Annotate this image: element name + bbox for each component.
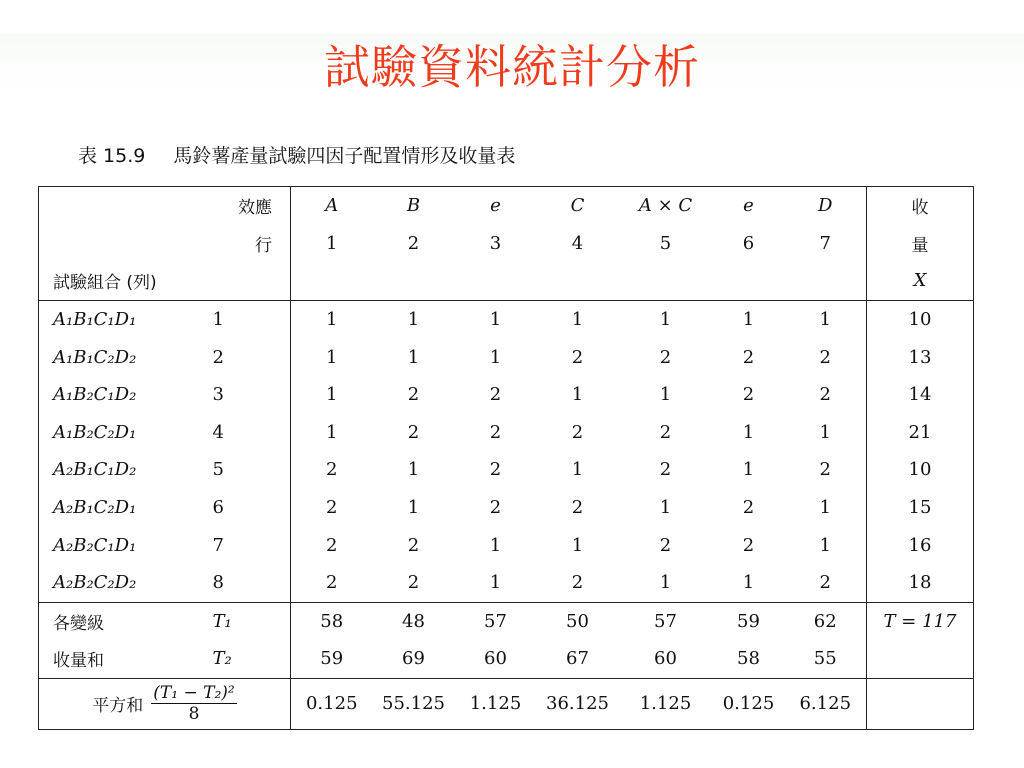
t2-cell: 60 (619, 640, 713, 678)
level-cell: 1 (407, 497, 420, 519)
combo-cell: A₂B₁C₁D₂ (39, 451, 209, 489)
t1-cell: 57 (484, 610, 507, 632)
level-cell: 2 (742, 346, 755, 368)
yield-cell: 18 (867, 564, 974, 602)
column-number: 1 (326, 232, 338, 254)
level-cell: 1 (326, 384, 338, 406)
level-cell: 1 (742, 459, 755, 481)
level-cell: 2 (785, 376, 867, 414)
t2-cell: 60 (455, 640, 537, 678)
level-cell: 1 (489, 346, 502, 368)
effect-header: C (537, 187, 619, 225)
ss-cell: 36.125 (537, 678, 619, 729)
totals-row-t1 (39, 602, 974, 640)
ss-cell: 0.125 (713, 678, 785, 729)
table-caption-text: 馬鈴薯產量試驗四因子配置情形及收量表 (173, 145, 516, 167)
row-number: 2 (209, 338, 291, 376)
column-number: 6 (742, 232, 755, 254)
grand-total: T = 117 (867, 602, 974, 640)
effect-header: B (373, 187, 455, 225)
totals-label: 各變級 (39, 602, 209, 640)
ss-cell: 6.125 (785, 678, 867, 729)
level-cell: 1 (785, 300, 867, 338)
ss-label: 平方和 (92, 696, 144, 717)
column-number: 5 (659, 232, 672, 254)
level-cell: 2 (407, 384, 420, 406)
ss-numerator: (T₁ − T₂)² (153, 682, 235, 703)
table-row (39, 300, 974, 338)
yield-cell: 14 (867, 376, 974, 414)
combo-cell: A₁B₂C₁D₂ (39, 376, 209, 414)
t2-cell: 67 (537, 640, 619, 678)
combo-cell: A₂B₁C₂D₁ (39, 489, 209, 527)
column-label: 行 (209, 225, 291, 263)
level-cell: 1 (571, 309, 584, 331)
level-cell: 2 (785, 338, 867, 376)
t1-cell: 62 (785, 602, 867, 640)
level-cell: 1 (407, 346, 420, 368)
level-cell: 2 (742, 497, 755, 519)
t1-cell: 57 (654, 610, 677, 632)
level-cell: 1 (407, 309, 420, 331)
level-cell: 1 (455, 564, 537, 602)
effect-label: 效應 (209, 187, 291, 225)
ss-cell: 1.125 (455, 678, 537, 729)
table-number: 表 15.9 (78, 145, 146, 167)
level-cell: 1 (619, 564, 713, 602)
level-cell: 2 (326, 534, 338, 556)
level-cell: 2 (407, 421, 420, 443)
ss-formula (39, 678, 291, 729)
t1-symbol: T₁ (209, 602, 291, 640)
table-row (39, 376, 974, 414)
t1-cell: 59 (737, 610, 760, 632)
totals-row-t2 (39, 640, 974, 678)
level-cell: 2 (571, 421, 584, 443)
effect-header: A (291, 187, 373, 225)
level-cell: 1 (659, 384, 672, 406)
column-number: 3 (489, 232, 502, 254)
yield-cell: 15 (867, 489, 974, 527)
level-cell: 2 (785, 564, 867, 602)
level-cell: 2 (489, 497, 502, 519)
level-cell: 2 (659, 346, 672, 368)
level-cell: 1 (326, 346, 338, 368)
yield-header-line2: 量 (867, 225, 974, 263)
table-row (39, 489, 974, 527)
level-cell: 1 (659, 309, 672, 331)
t2-cell: 59 (291, 640, 373, 678)
level-cell: 1 (407, 459, 420, 481)
t2-cell: 58 (713, 640, 785, 678)
level-cell: 1 (713, 564, 785, 602)
level-cell: 2 (373, 564, 455, 602)
level-cell: 2 (489, 459, 502, 481)
table-row (39, 526, 974, 564)
level-cell: 1 (571, 459, 584, 481)
sum-of-squares-row (39, 678, 974, 729)
level-cell: 2 (489, 421, 502, 443)
ss-cell: 55.125 (373, 678, 455, 729)
effect-header: A × C (619, 187, 713, 225)
level-cell: 2 (571, 346, 584, 368)
level-cell: 2 (571, 497, 584, 519)
level-cell: 2 (326, 497, 338, 519)
header-row-columns (39, 225, 974, 263)
ss-fraction (151, 684, 236, 724)
column-number: 4 (571, 232, 584, 254)
level-cell: 2 (291, 564, 373, 602)
level-cell: 1 (326, 421, 338, 443)
combo-label: 試驗組合 (列) (39, 262, 291, 300)
level-cell: 2 (785, 451, 867, 489)
yield-table (38, 186, 974, 730)
row-number: 3 (209, 376, 291, 414)
slide-title: 試驗資料統計分析 (0, 34, 1024, 100)
level-cell: 1 (489, 309, 502, 331)
level-cell: 2 (489, 384, 502, 406)
level-cell: 1 (659, 497, 672, 519)
column-number: 2 (407, 232, 420, 254)
level-cell: 1 (571, 384, 584, 406)
row-number: 5 (209, 451, 291, 489)
combo-cell: A₂B₂C₁D₁ (39, 526, 209, 564)
level-cell: 1 (742, 309, 755, 331)
t1-cell: 50 (566, 610, 589, 632)
combo-cell: A₁B₁C₂D₂ (39, 338, 209, 376)
yield-symbol: X (867, 262, 974, 300)
effect-header: e (713, 187, 785, 225)
level-cell: 2 (407, 534, 420, 556)
ss-cell: 0.125 (291, 678, 373, 729)
level-cell: 2 (742, 384, 755, 406)
level-cell: 1 (489, 534, 502, 556)
level-cell: 2 (537, 564, 619, 602)
level-cell: 2 (659, 534, 672, 556)
table-row (39, 338, 974, 376)
row-number: 8 (209, 564, 291, 602)
level-cell: 1 (785, 526, 867, 564)
ss-cell: 1.125 (619, 678, 713, 729)
row-number: 4 (209, 414, 291, 452)
t2-symbol: T₂ (209, 640, 291, 678)
ss-denominator: 8 (188, 704, 200, 725)
header-row-effects (39, 187, 974, 225)
level-cell: 2 (659, 421, 672, 443)
table-caption (78, 143, 515, 169)
yield-header-line1: 收 (867, 187, 974, 225)
level-cell: 1 (742, 421, 755, 443)
level-cell: 1 (326, 309, 338, 331)
row-number: 7 (209, 526, 291, 564)
yield-cell: 21 (867, 414, 974, 452)
effect-header: e (455, 187, 537, 225)
combo-cell: A₁B₂C₂D₁ (39, 414, 209, 452)
combo-cell: A₂B₂C₂D₂ (39, 564, 209, 602)
level-cell: 1 (785, 489, 867, 527)
t1-cell: 58 (320, 610, 344, 632)
level-cell: 2 (742, 534, 755, 556)
level-cell: 2 (659, 459, 672, 481)
yield-cell: 10 (867, 451, 974, 489)
t1-cell: 48 (402, 610, 425, 632)
level-cell: 1 (571, 534, 584, 556)
t2-cell: 55 (785, 640, 867, 678)
row-number: 1 (209, 300, 291, 338)
yield-cell: 10 (867, 300, 974, 338)
t2-cell: 69 (373, 640, 455, 678)
effect-header: D (785, 187, 867, 225)
header-row-combo (39, 262, 974, 300)
yield-cell: 13 (867, 338, 974, 376)
level-cell: 1 (785, 414, 867, 452)
yield-cell: 16 (867, 526, 974, 564)
combo-cell: A₁B₁C₁D₁ (39, 300, 209, 338)
totals-label-2: 收量和 (39, 640, 209, 678)
row-number: 6 (209, 489, 291, 527)
table-row (39, 564, 974, 602)
level-cell: 2 (326, 459, 338, 481)
column-number: 7 (785, 225, 867, 263)
table-row (39, 451, 974, 489)
table-row (39, 414, 974, 452)
